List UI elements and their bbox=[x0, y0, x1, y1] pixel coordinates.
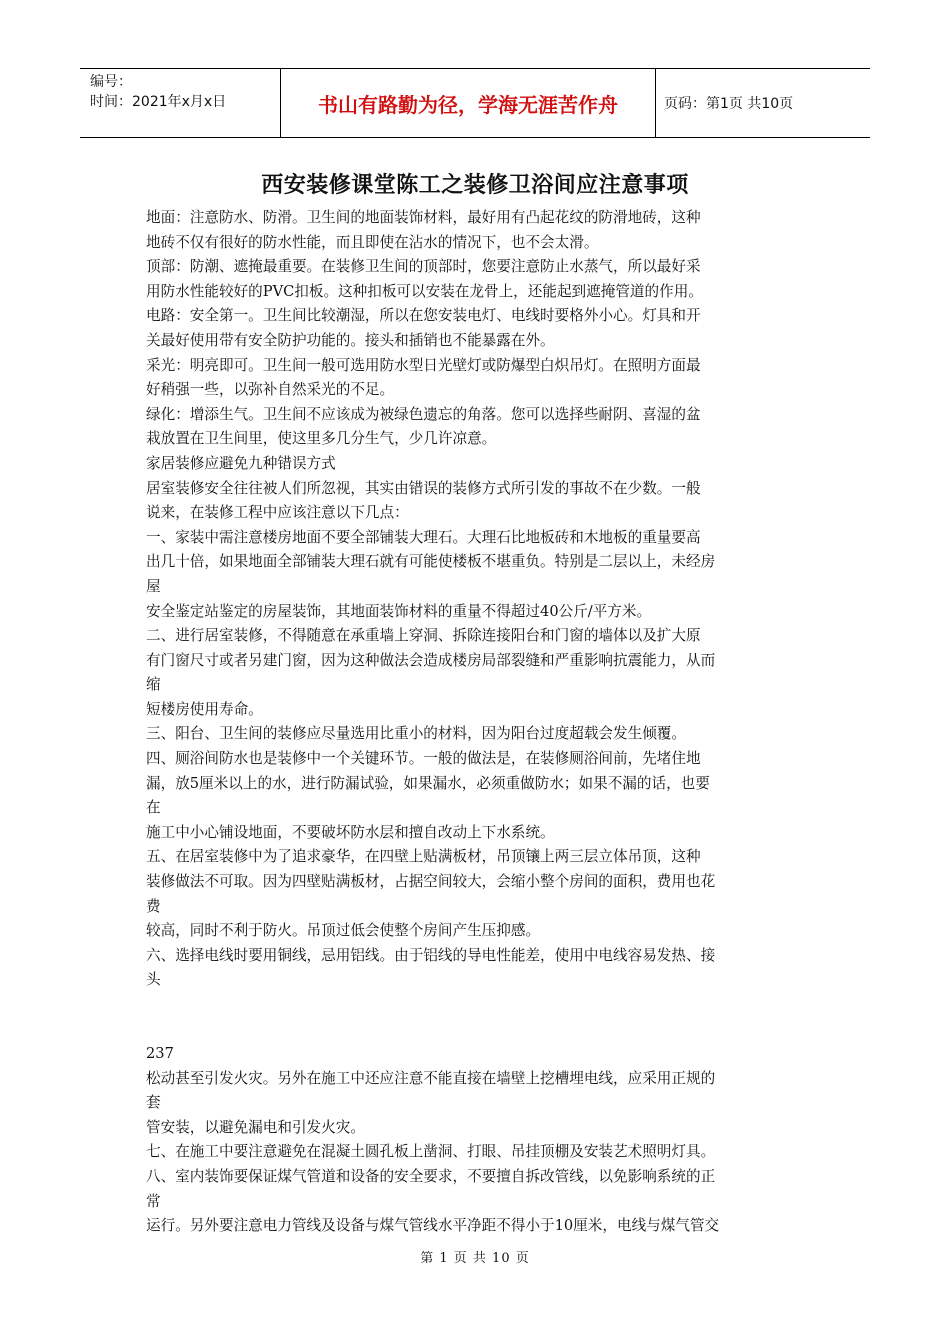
body-line: 绿化：增添生气。卫生间不应该成为被绿色遗忘的角落。您可以选择些耐阴、喜湿的盆 bbox=[146, 405, 701, 423]
body-line: 好稍强一些，以弥补自然采光的不足。 bbox=[146, 381, 395, 399]
number-label: 编号： bbox=[90, 74, 132, 90]
body-line: 关最好使用带有安全防护功能的。接头和插销也不能暴露在外。 bbox=[146, 331, 555, 349]
body-line: 采光：明亮即可。卫生间一般可选用防水型日光壁灯或防爆型白炽吊灯。在照明方面最 bbox=[146, 356, 701, 374]
body-line: 漏，放5厘米以上的水，进行防漏试验，如果漏水，必须重做防水；如果不漏的话，也要 bbox=[146, 774, 710, 792]
body-line: 松动甚至引发火灾。另外在施工中还应注意不能直接在墙壁上挖槽埋电线，应采用正规的 bbox=[146, 1069, 716, 1087]
body-line: 四、厕浴间防水也是装修中一个关键环节。一般的做法是，在装修厕浴间前，先堵住地 bbox=[146, 750, 701, 768]
body-line: 地砖不仅有很好的防水性能，而且即使在沾水的情况下，也不会太滑。 bbox=[146, 233, 599, 251]
body-line: 有门窗尺寸或者另建门窗，因为这种做法会造成楼房局部裂缝和严重影响抗震能力，从而 bbox=[146, 651, 716, 669]
body-line: 套 bbox=[146, 1094, 161, 1112]
body-line: 短楼房使用寿命。 bbox=[146, 700, 263, 718]
document-title: 西安装修课堂陈工之装修卫浴间应注意事项 bbox=[261, 173, 689, 198]
body-line: 用防水性能较好的PVC扣板。这种扣板可以安装在龙骨上，还能起到遮掩管道的作用。 bbox=[146, 282, 703, 300]
page-code: 页码：第1页 共10页 bbox=[664, 96, 794, 112]
body-line: 栽放置在卫生间里，使这里多几分生气，少几许凉意。 bbox=[146, 430, 497, 448]
header-motto-cell bbox=[280, 69, 656, 137]
body-line: 电路：安全第一。卫生间比较潮湿，所以在您安装电灯、电线时要格外小心。灯具和开 bbox=[146, 307, 701, 325]
body-line: 二、进行居室装修，不得随意在承重墙上穿洞、拆除连接阳台和门窗的墙体以及扩大原 bbox=[146, 627, 701, 645]
body-line: 六、选择电线时要用铜线，忌用铝线。由于铝线的导电性能差，使用中电线容易发热、接 bbox=[146, 946, 716, 964]
body-line: 管安装，以避免漏电和引发火灾。 bbox=[146, 1118, 365, 1136]
document-body bbox=[146, 206, 812, 1239]
body-line: 七、在施工中要注意避免在混凝土圆孔板上凿洞、打眼、吊挂顶棚及安装艺术照明灯具。 bbox=[146, 1143, 716, 1161]
body-line: 出几十倍，如果地面全部铺装大理石就有可能使楼板不堪重负。特别是二层以上，未经房 bbox=[146, 553, 716, 571]
header-meta-cell bbox=[80, 69, 280, 137]
body-line: 在 bbox=[146, 799, 161, 817]
body-line: 八、室内装饰要保证煤气管道和设备的安全要求，不要擅自拆改管线，以免影响系统的正 bbox=[146, 1167, 716, 1185]
body-line: 屋 bbox=[146, 577, 161, 595]
body-line: 安全鉴定站鉴定的房屋装饰，其地面装饰材料的重量不得超过40公斤/平方米。 bbox=[146, 602, 652, 620]
body-line: 一、家装中需注意楼房地面不要全部铺装大理石。大理石比地板砖和木地板的重量要高 bbox=[146, 528, 701, 546]
body-line: 费 bbox=[146, 897, 161, 915]
body-line: 头 bbox=[146, 971, 161, 989]
body-line: 装修做法不可取。因为四壁贴满板材，占据空间较大，会缩小整个房间的面积，费用也花 bbox=[146, 873, 716, 891]
body-line: 237 bbox=[146, 1045, 174, 1062]
body-line: 运行。另外要注意电力管线及设备与煤气管线水平净距不得小于10厘米，电线与煤气管交 bbox=[146, 1217, 720, 1235]
blank-line bbox=[146, 993, 812, 1042]
header-table bbox=[80, 68, 870, 138]
body-line: 顶部：防潮、遮掩最重要。在装修卫生间的顶部时，您要注意防止水蒸气，所以最好采 bbox=[146, 258, 701, 276]
header-page-cell bbox=[656, 69, 870, 137]
body-line: 居室装修安全往往被人们所忽视，其实由错误的装修方式所引发的事故不在少数。一般 bbox=[146, 479, 701, 497]
body-line: 缩 bbox=[146, 676, 161, 694]
body-line: 常 bbox=[146, 1192, 161, 1210]
body-line: 五、在居室装修中为了追求豪华，在四壁上贴满板材，吊顶镶上两三层立体吊顶，这种 bbox=[146, 848, 701, 866]
body-line: 家居装修应避免九种错误方式 bbox=[146, 454, 336, 472]
body-line: 施工中小心铺设地面，不要破坏防水层和擅自改动上下水系统。 bbox=[146, 823, 555, 841]
page-footer: 第 1 页 共 10 页 bbox=[420, 1251, 530, 1266]
body-line: 地面：注意防水、防滑。卫生间的地面装饰材料，最好用有凸起花纹的防滑地砖，这种 bbox=[146, 209, 701, 226]
time-label: 时间：2021年x月x日 bbox=[90, 94, 227, 110]
motto-text: 书山有路勤为径，学海无涯苦作舟 bbox=[318, 92, 618, 117]
body-line: 说来，在装修工程中应该注意以下几点： bbox=[146, 504, 409, 522]
body-line: 三、阳台、卫生间的装修应尽量选用比重小的材料，因为阳台过度超载会发生倾覆。 bbox=[146, 725, 686, 743]
body-line: 较高，同时不利于防火。吊顶过低会使整个房间产生压抑感。 bbox=[146, 922, 541, 940]
